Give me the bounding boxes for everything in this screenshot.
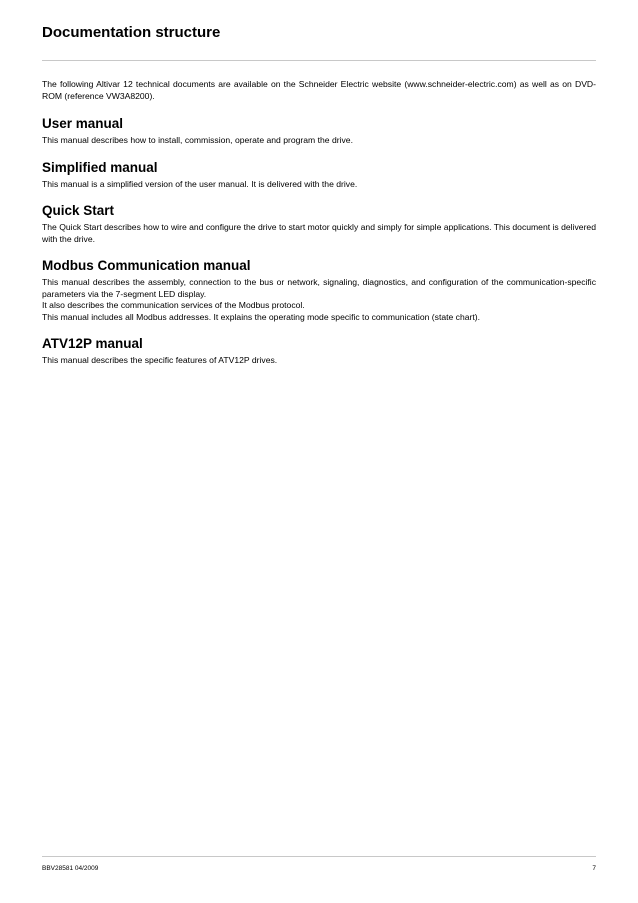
- section-quick-start: [42, 203, 596, 245]
- footer-divider: [42, 856, 596, 857]
- section-heading: ATV12P manual: [42, 336, 143, 351]
- section-heading: User manual: [42, 116, 124, 131]
- footer-page-number: 7: [592, 865, 596, 872]
- intro-paragraph: The following Altivar 12 technical documents are available on the Schneider Electric website (www.schneider-electric.com) as well as on DVD-ROM (reference VW3A8200).: [42, 79, 596, 101]
- page-title: Documentation structure: [42, 24, 221, 41]
- section-modbus-communication-manual: [42, 258, 596, 323]
- section-heading: Modbus Communication manual: [42, 258, 251, 273]
- document-body: [42, 79, 596, 380]
- section-paragraph: This manual describes the assembly, connection to the bus or network, signaling, diagnostics, and configuration of the communication-specific parameters via the 7-segment LED display.: [42, 277, 596, 299]
- section-paragraph: This manual is a simplified version of the user manual. It is delivered with the drive.: [42, 178, 358, 189]
- footer-document-reference: BBV28581 04/2009: [42, 865, 99, 872]
- section-paragraph: The Quick Start describes how to wire and configure the drive to start motor quickly and simply for simple applications. This document is delivered with the drive.: [42, 222, 596, 244]
- section-paragraph: It also describes the communication services of the Modbus protocol.: [42, 300, 305, 310]
- section-simplified-manual: [42, 160, 596, 191]
- section-atv12p-manual: [42, 336, 596, 367]
- section-paragraph: This manual describes the specific features of ATV12P drives.: [42, 355, 278, 365]
- section-heading: Simplified manual: [42, 159, 158, 175]
- section-paragraph: This manual describes how to install, commission, operate and program the drive.: [42, 135, 353, 145]
- section-paragraph: This manual includes all Modbus addresses. It explains the operating mode specific to communication (state chart).: [42, 311, 481, 322]
- header-divider: [42, 60, 596, 61]
- section-user-manual: [42, 116, 596, 147]
- section-heading: Quick Start: [42, 203, 115, 218]
